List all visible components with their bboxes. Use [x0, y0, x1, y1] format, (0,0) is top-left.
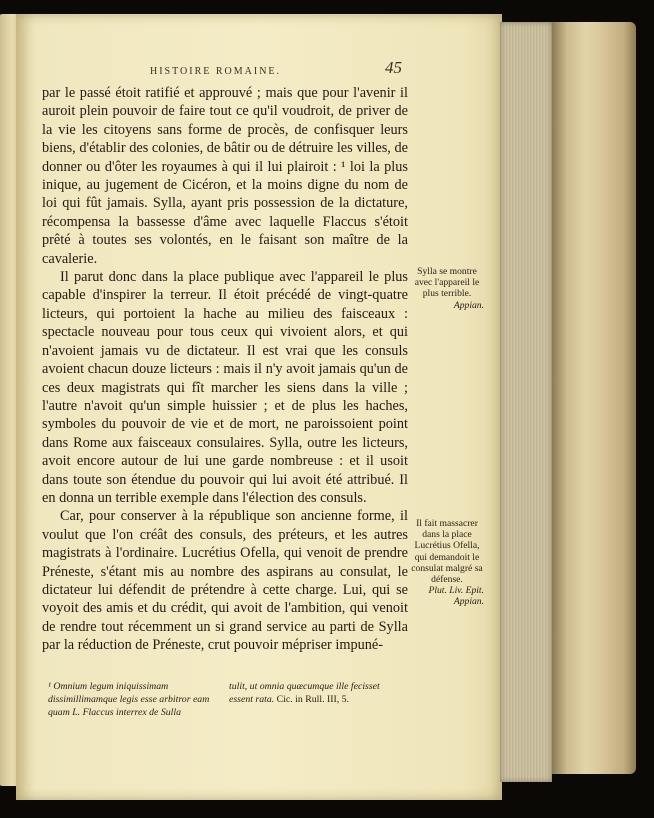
footnote-right-italic: tulit, ut omnia quæcumque ille fecisset essent rata. — [229, 681, 380, 705]
sidenote-1-cite: Appian. — [453, 299, 484, 311]
body-text — [42, 84, 408, 655]
sidenote-2-text: Il fait massacrer dans la place Lucrétius Ofella, qui demandoit le consulat malgré sa défense. — [411, 518, 483, 586]
footnote-right — [229, 680, 398, 719]
page-edges — [500, 22, 552, 782]
footnote-left: ¹ Omnium legum iniquissimam dissimillimamque legis esse arbitror eam quam L. Flaccus interrex de Sulla — [48, 681, 210, 718]
sidenote-2-cite: Plut. Liv. Epit. Appian. — [428, 585, 484, 608]
book-cover — [552, 22, 636, 774]
footnote-right-citation: Cic. in Rull. III, 5. — [274, 694, 350, 705]
paragraph-1: par le passé étoit ratifié et approuvé ; mais que pour l'avenir il auroit plein pouvoir de faire tout ce qu'il voudroit, de priver de la vie les citoyens sans forme de procès, de confisquer leurs biens, d'établir des colonies, de bâtir ou de détruire les villes, de donner ou d'ôter les royaumes à qui il lui plairoit : ¹ loi la plus inique, au jugement de Cicéron, et la moins digne du nom de loi qui fût jamais. Sylla, ayant pris possession de la dictature, récompensa la bassesse d'âme avec laquelle Flaccus s'étoit prêté à toutes ses volontés, en le faisant son maître de la cavalerie. — [42, 85, 408, 267]
paragraph-3: Car, pour conserver à la république son ancienne forme, il voulut que l'on créât des consuls, des préteurs, et les autres magistrats à l'ordinaire. Lucrétius Ofella, qui venoit de prendre Préneste, s'étant mis au nombre des aspirans au consulat, le dictateur lui défendit de prétendre à cette charge. Lui, qui se voyoit des amis et du crédit, qui avoit de l'ambition, qui venoit de rendre tout récemment un si grand service au parti de Sylla par la réduction de Préneste, crut pouvoir mépriser impuné- — [42, 508, 408, 654]
footnotes — [48, 680, 398, 719]
running-head: HISTOIRE ROMAINE. — [150, 66, 282, 77]
page-number: 45 — [385, 58, 402, 77]
sidenote-2 — [410, 518, 484, 608]
paragraph-2: Il parut donc dans la place publique avec l'appareil le plus capable d'inspirer la terreur. Il étoit précédé de vingt-quatre licteurs, qui portoient la hache au milieu des faisceaux : spectacle nouveau pour tous ceux qui vivoient alors, et qui n'avoient jamais vu de dictateur. Il est vrai que les consuls avoient chacun douze licteurs : mais il n'y avoit jamais qu'un de ces deux magistrats qui fît marcher les siens dans la ville ; l'autre n'avoit qu'un simple huissier ; et de plus les haches, symboles du pouvoir de vie et de mort, ne paroissoient point dans Rome aux faisceaux consulaires. Sylla, outre les licteurs, avoit encore autour de lui une garde nombreuse : et il usoit dans toute son étendue du pouvoir qui lui avoit été attribué. Il en donna un terrible exemple dans l'élection des consuls. — [42, 269, 408, 506]
sidenote-1-text: Sylla se montre avec l'appareil le plus terrible. — [414, 266, 480, 300]
sidenote-1 — [410, 266, 484, 311]
